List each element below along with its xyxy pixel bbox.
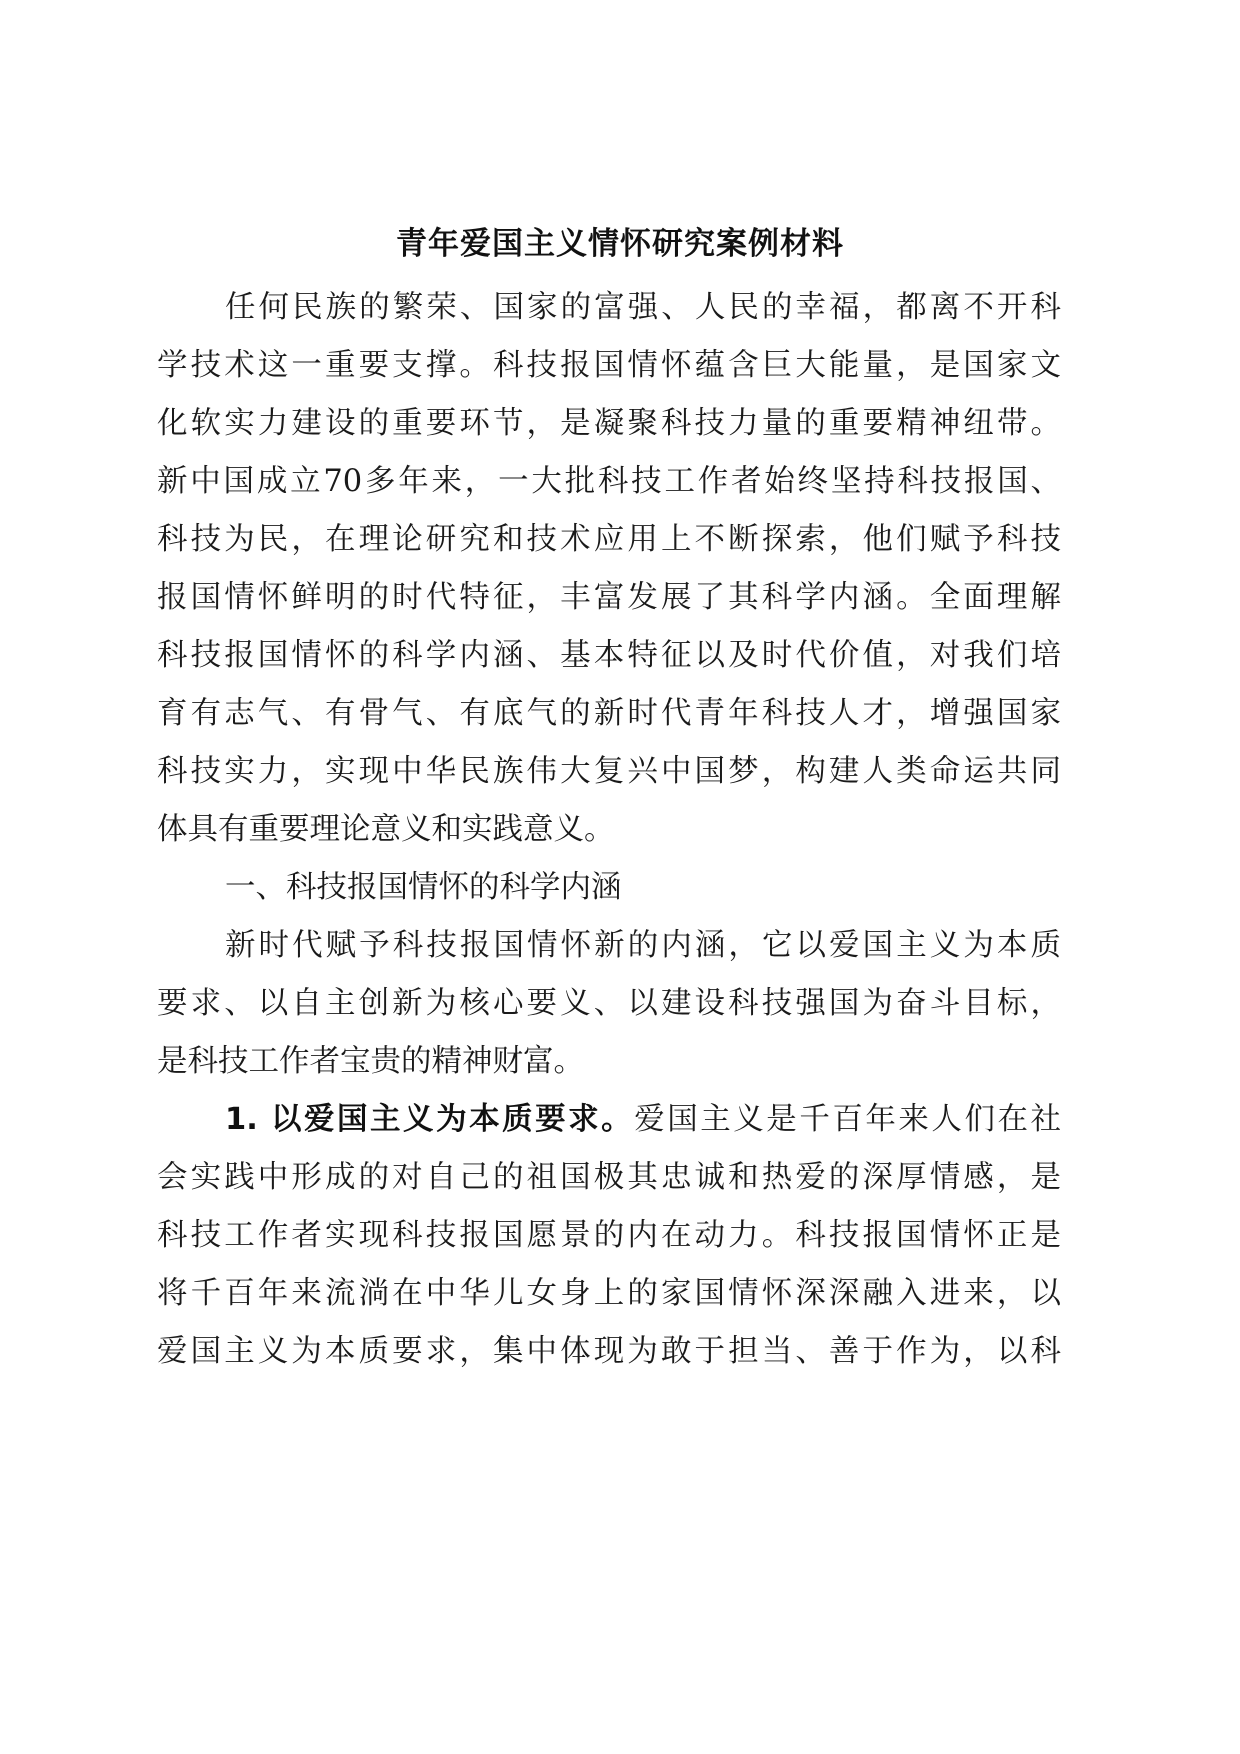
- paragraph-line: 新时代赋予科技报国情怀新的内涵，它以爱国主义为本质: [225, 928, 1061, 963]
- paragraph-line: 科技实力，实现中华民族伟大复兴中国梦，构建人类命运共同: [157, 754, 1061, 789]
- document-title: 青年爱国主义情怀研究案例材料: [396, 226, 844, 262]
- paragraph-line: 会实践中形成的对自己的祖国极其忠诚和热爱的深厚情感，是: [157, 1160, 1061, 1195]
- paragraph-line: 是科技工作者宝贵的精神财富。: [157, 1044, 584, 1079]
- bold-lead: 1. 以爱国主义为本质要求。: [225, 1102, 635, 1137]
- paragraph-text: 爱国主义是千百年来人们在社: [634, 1102, 1061, 1137]
- paragraph-line: 将千百年来流淌在中华儿女身上的家国情怀深深融入进来，以: [157, 1276, 1061, 1311]
- paragraph-line: 化软实力建设的重要环节，是凝聚科技力量的重要精神纽带。: [157, 406, 1061, 441]
- paragraph-line: 育有志气、有骨气、有底气的新时代青年科技人才，增强国家: [157, 696, 1061, 731]
- paragraph-line: 科技工作者实现科技报国愿景的内在动力。科技报国情怀正是: [157, 1218, 1061, 1253]
- paragraph-line: 体具有重要理论意义和实践意义。: [157, 812, 615, 847]
- paragraph-line: 科技为民，在理论研究和技术应用上不断探索，他们赋予科技: [157, 522, 1061, 557]
- paragraph-line: 科技报国情怀的科学内涵、基本特征以及时代价值，对我们培: [157, 638, 1061, 673]
- paragraph-line: 任何民族的繁荣、国家的富强、人民的幸福，都离不开科: [225, 290, 1061, 325]
- paragraph-line: 报国情怀鲜明的时代特征，丰富发展了其科学内涵。全面理解: [157, 580, 1061, 615]
- paragraph-line: 学技术这一重要支撑。科技报国情怀蕴含巨大能量，是国家文: [157, 348, 1061, 383]
- paragraph-line: 新中国成立70多年来，一大批科技工作者始终坚持科技报国、: [157, 464, 1061, 499]
- paragraph-line: [225, 1098, 1061, 1142]
- paragraph-line: 要求、以自主创新为核心要义、以建设科技强国为奋斗目标，: [157, 986, 1061, 1021]
- section-heading: 一、科技报国情怀的科学内涵: [225, 870, 622, 905]
- paragraph-line: 爱国主义为本质要求，集中体现为敢于担当、善于作为，以科: [157, 1334, 1061, 1369]
